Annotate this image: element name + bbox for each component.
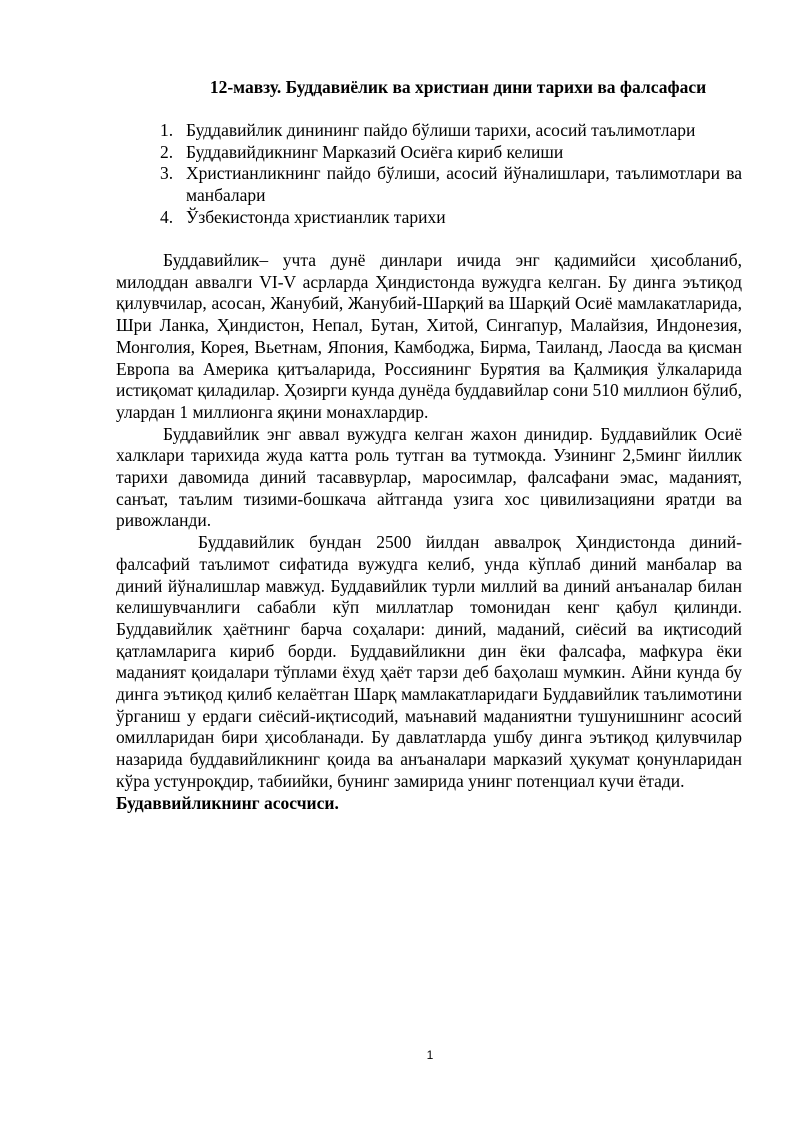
- body-paragraph: Буддавийлик энг аввал вужудга келган жахон динидир. Буддавийлик Осиё халклари тарихида жуда катта роль тутган ва тутмокда. Узининг 2,5минг йиллик тарихи давомида диний тасаввурлар, маросимлар, фалсафани эмас, маданият, санъат, таълим тизими-бошкача айтганда узига хос цивилизацияни яратди ва ривожланди.: [116, 423, 742, 531]
- outline-item-number: 3.: [160, 163, 174, 184]
- document-body: [116, 250, 742, 814]
- outline-item-text: Буддавийдикнинг Марказий Осиёга кириб келиши: [186, 141, 564, 162]
- outline-item-text: Буддавийлик динининг пайдо бўлиши тарихи, асосий таълимотлари: [186, 120, 696, 140]
- outline-item-number: 2.: [160, 141, 174, 162]
- outline-item-text: Христианликнинг пайдо бўлиши, асосий йўналишлари, таълимотлари ва манбалари: [186, 163, 742, 206]
- outline-item-number: 1.: [160, 120, 174, 140]
- body-paragraph: Буддавийлик– учта дунё динлари ичида энг қадимийси ҳисобланиб, милоддан аввалги VI-V асрларда Ҳиндистонда вужудга келган. Бу динга эътиқод қилувчилар, асосан, Жанубий, Жанубий-Шарқий ва Шарқий Осиё мамлакатларида, Шри Ланка, Ҳиндистон, Непал, Бутан, Хитой, Сингапур, Малайзия, Индонезия, Монголия, Корея, Вьетнам, Япония, Камбоджа, Бирма, Таиланд, Лаосда ва қисман Европа ва Америка қитъаларида, Россиянинг Бурятия ва Қалмиқия ўлкаларида истиқомат қиладилар. Ҳозирги кунда дунёда буддавийлар сони 510 миллион бўлиб, улардан 1 миллионга яқини монахлардир.: [116, 250, 742, 422]
- outline-item: [160, 142, 742, 164]
- outline-item: [160, 120, 742, 142]
- topic-outline-list: [160, 120, 742, 229]
- outline-item: [160, 163, 742, 206]
- body-paragraph: Буддавийлик бундан 2500 йилдан аввалроқ Ҳиндистонда диний-фалсафий таълимот сифатида вужудга келиб, унда кўплаб диний манбалар ва диний йўналишлар мавжуд. Буддавийлик турли миллий ва диний анъаналар билан келишувчанлиги сабабли кўп миллатлар томонидан кенг қабул қилинди. Буддавийлик ҳаётнинг барча соҳалари: диний, маданий, сиёсий ва иқтисодий қатламларига кириб борди. Буддавийликни дин ёки фалсафа, мафкура ёки маданият қоидалари тўплами ёхуд ҳаёт тарзи деб баҳолаш мумкин. Айни кунда бу динга эътиқод қилиб келаётган Шарқ мамлакатларидаги Буддавийлик таълимотини ўрганиш у ердаги сиёсий-иқтисодий, маънавий маданиятни тушунишнинг асосий омилларидан бири ҳисобланади. Бу давлатларда ушбу динга эътиқод қилувчилар назарида буддавийликнинг қоида ва анъаналари марказий ҳукумат қонунларидан кўра устунроқдир, табиийки, бунинг замирида унинг потенциал кучи ётади.: [116, 532, 742, 791]
- outline-item-text: Ўзбекистонда христианлик тарихи: [186, 206, 446, 227]
- outline-item: [160, 207, 742, 229]
- document-title: 12-мавзу. Буддавиёлик ва христиан дини тарихи ва фалсафаси: [209, 77, 707, 97]
- page-number: 1: [426, 1048, 434, 1062]
- outline-item-number: 4.: [160, 206, 174, 227]
- section-subheading: Будаввийликнинг асосчиси.: [116, 792, 339, 813]
